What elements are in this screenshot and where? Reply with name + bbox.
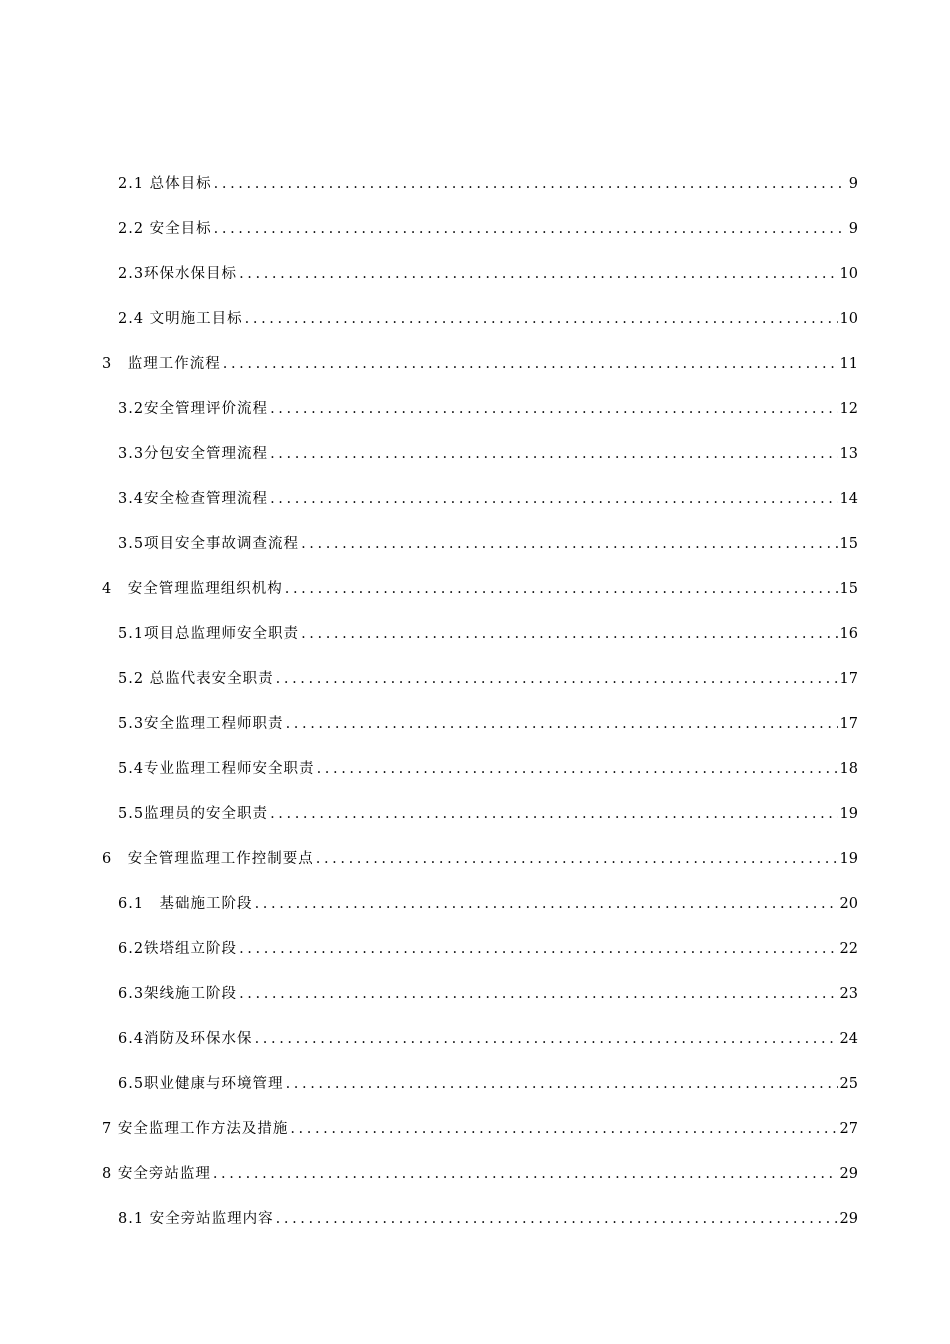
toc-page-number: 29 bbox=[839, 1166, 858, 1182]
toc-entry-label: 6.2铁塔组立阶段 bbox=[118, 941, 238, 957]
toc-page-number: 25 bbox=[839, 1076, 858, 1092]
toc-entry-label: 6 安全管理监理工作控制要点 bbox=[102, 851, 314, 867]
toc-entry[interactable] bbox=[0, 442, 950, 466]
toc-page-number: 10 bbox=[839, 311, 858, 327]
toc-leader-dots bbox=[214, 172, 847, 196]
toc-leader-dots bbox=[255, 1027, 838, 1051]
toc-page-number: 12 bbox=[839, 401, 858, 417]
toc-leader-dots bbox=[285, 577, 838, 601]
toc-entry-label: 3 监理工作流程 bbox=[102, 356, 221, 372]
toc-leader-dots bbox=[286, 1072, 838, 1096]
toc-entry-label: 4 安全管理监理组织机构 bbox=[102, 581, 283, 597]
toc-entry[interactable] bbox=[0, 1162, 950, 1186]
toc-entry[interactable] bbox=[0, 172, 950, 196]
toc-entry[interactable] bbox=[0, 1072, 950, 1096]
toc-entry[interactable] bbox=[0, 217, 950, 241]
toc-entry[interactable] bbox=[0, 1117, 950, 1141]
toc-entry-label: 6.3架线施工阶段 bbox=[118, 986, 238, 1002]
toc-page-number: 19 bbox=[839, 806, 858, 822]
toc-entry-label: 5.3安全监理工程师职责 bbox=[118, 716, 284, 732]
toc-entry-label: 5.2 总监代表安全职责 bbox=[118, 671, 274, 687]
toc-entry[interactable] bbox=[0, 397, 950, 421]
toc-leader-dots bbox=[276, 667, 838, 691]
toc-page-number: 23 bbox=[839, 986, 858, 1002]
toc-leader-dots bbox=[270, 397, 837, 421]
toc-leader-dots bbox=[239, 982, 837, 1006]
toc-entry[interactable] bbox=[0, 1027, 950, 1051]
toc-entry[interactable] bbox=[0, 1207, 950, 1231]
toc-entry-label: 5.5监理员的安全职责 bbox=[118, 806, 269, 822]
toc-entry[interactable] bbox=[0, 622, 950, 646]
toc-page-number: 24 bbox=[839, 1031, 858, 1047]
toc-page-number: 27 bbox=[839, 1121, 858, 1137]
toc-page-number: 11 bbox=[839, 356, 858, 372]
toc-entry-label: 7 安全监理工作方法及措施 bbox=[102, 1121, 289, 1137]
toc-page-number: 16 bbox=[839, 626, 858, 642]
toc-entry[interactable] bbox=[0, 847, 950, 871]
toc-page-number: 29 bbox=[839, 1211, 858, 1227]
toc-entry[interactable] bbox=[0, 487, 950, 511]
toc-entry-label: 2.2 安全目标 bbox=[118, 221, 212, 237]
toc-page-number: 9 bbox=[848, 221, 858, 237]
toc-entry-label: 3.3分包安全管理流程 bbox=[118, 446, 269, 462]
toc-page-number: 19 bbox=[839, 851, 858, 867]
toc-leader-dots bbox=[239, 262, 837, 286]
toc-entry[interactable] bbox=[0, 352, 950, 376]
toc-entry-label: 2.3环保水保目标 bbox=[118, 266, 238, 282]
toc-page-number: 18 bbox=[839, 761, 858, 777]
toc-entry[interactable] bbox=[0, 982, 950, 1006]
toc-entry-label: 6.5职业健康与环境管理 bbox=[118, 1076, 284, 1092]
toc-page-number: 15 bbox=[839, 536, 858, 552]
toc-page-number: 14 bbox=[839, 491, 858, 507]
toc-leader-dots bbox=[223, 352, 838, 376]
toc-page-number: 17 bbox=[839, 716, 858, 732]
toc-page-number: 20 bbox=[839, 896, 858, 912]
toc-entry-label: 6.1 基础施工阶段 bbox=[118, 896, 253, 912]
toc-entry-label: 3.4安全检查管理流程 bbox=[118, 491, 269, 507]
toc-page-number: 9 bbox=[848, 176, 858, 192]
toc-entry[interactable] bbox=[0, 937, 950, 961]
toc-leader-dots bbox=[239, 937, 837, 961]
toc-page-number: 10 bbox=[839, 266, 858, 282]
toc-entry-label: 2.4 文明施工目标 bbox=[118, 311, 243, 327]
toc-entry-label: 2.1 总体目标 bbox=[118, 176, 212, 192]
toc-leader-dots bbox=[270, 487, 837, 511]
toc-entry[interactable] bbox=[0, 262, 950, 286]
toc-entry[interactable] bbox=[0, 532, 950, 556]
toc-entry[interactable] bbox=[0, 892, 950, 916]
toc-entry[interactable] bbox=[0, 667, 950, 691]
toc-leader-dots bbox=[317, 757, 838, 781]
toc-entry[interactable] bbox=[0, 577, 950, 601]
toc-entry[interactable] bbox=[0, 307, 950, 331]
toc-page-number: 22 bbox=[839, 941, 858, 957]
toc-leader-dots bbox=[301, 622, 837, 646]
toc-leader-dots bbox=[245, 307, 838, 331]
toc-leader-dots bbox=[270, 442, 837, 466]
toc-page-number: 15 bbox=[839, 581, 858, 597]
toc-entry-label: 3.2安全管理评价流程 bbox=[118, 401, 269, 417]
toc-entry-label: 3.5项目安全事故调查流程 bbox=[118, 536, 300, 552]
toc-leader-dots bbox=[290, 1117, 837, 1141]
toc-entry-label: 6.4消防及环保水保 bbox=[118, 1031, 253, 1047]
toc-entry[interactable] bbox=[0, 712, 950, 736]
toc-entry-label: 8.1 安全旁站监理内容 bbox=[118, 1211, 274, 1227]
toc-entry-label: 5.4专业监理工程师安全职责 bbox=[118, 761, 315, 777]
toc-page-number: 17 bbox=[839, 671, 858, 687]
toc-leader-dots bbox=[276, 1207, 838, 1231]
toc-entry[interactable] bbox=[0, 802, 950, 826]
toc-leader-dots bbox=[213, 1162, 838, 1186]
toc-leader-dots bbox=[214, 217, 847, 241]
toc-leader-dots bbox=[301, 532, 837, 556]
toc-leader-dots bbox=[286, 712, 838, 736]
toc-entry-label: 5.1项目总监理师安全职责 bbox=[118, 626, 300, 642]
toc-leader-dots bbox=[316, 847, 838, 871]
toc-page-number: 13 bbox=[839, 446, 858, 462]
toc-entry-label: 8 安全旁站监理 bbox=[102, 1166, 211, 1182]
toc-entry[interactable] bbox=[0, 757, 950, 781]
toc-leader-dots bbox=[270, 802, 837, 826]
toc-leader-dots bbox=[255, 892, 838, 916]
